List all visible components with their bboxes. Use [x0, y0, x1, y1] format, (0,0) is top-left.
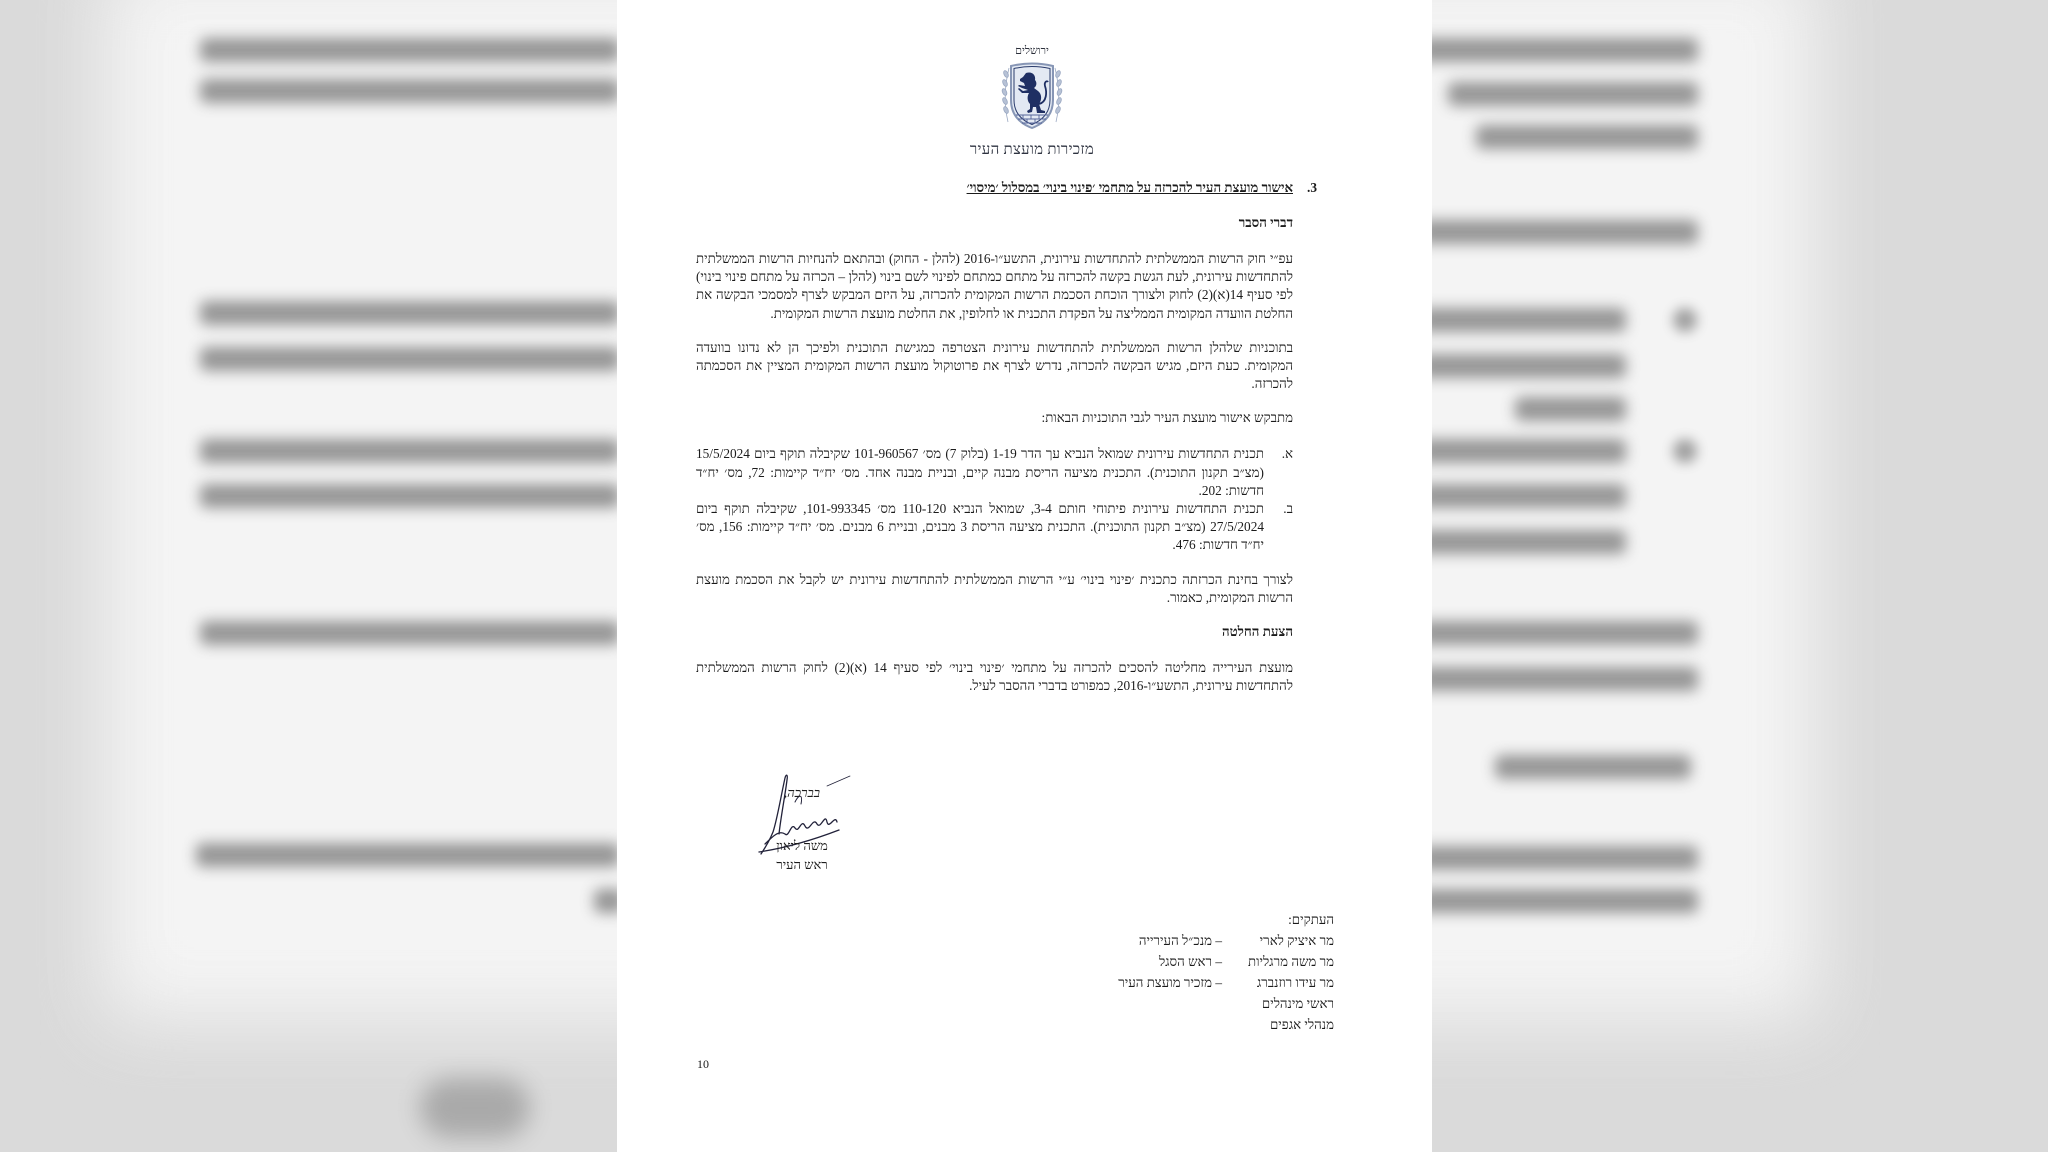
- blurred-text-line: [1420, 846, 1698, 870]
- blurred-text-line: [1420, 439, 1626, 463]
- recipient-role: – מזכיר מועצת העיר: [1118, 975, 1222, 990]
- blurred-text-line: [1420, 484, 1626, 508]
- agenda-item-number: 3.: [1307, 180, 1317, 195]
- document-page: [617, 0, 1432, 1152]
- document-body: [696, 179, 1317, 709]
- blurred-text-line: [200, 484, 620, 508]
- recipient-role: – ראש הסגל: [1158, 954, 1222, 969]
- explanation-paragraph: בתוכניות שלהלן הרשות הממשלתית להתחדשות עירונית הצטרפה כמגישת התוכנית ולפיכך הן לא נדונו בוועדה המקומית. כעת היזם, מגיש הבקשה להכרזה, נדרש לצרף את פרוטוקול מועצת הרשות המקומית המציין את הסכמתה להכרזה.: [696, 339, 1293, 392]
- logo-city-name: ירושלים: [1015, 45, 1049, 57]
- blurred-text-line: [200, 38, 620, 62]
- blurred-text-line: [200, 621, 620, 645]
- copy-recipient: [1064, 930, 1334, 951]
- blurred-text-line: [1420, 220, 1698, 244]
- copies-heading: העתקים:: [1288, 912, 1334, 927]
- plan-text: תכנית התחדשות עירונית שמואל הנביא עך הדר 1-19 (בלוק 7) מס׳ 101-960567 שקיבלה תוקף ביום 15/5/2024 (מצ״ב תקנון התוכנית). התכנית מציעה הריסת מבנה קיים, ובניית מבנה אחד. מס׳ יח״ד קיימות: 72, מס׳ יח״ד חדשות: 202.: [696, 446, 1264, 498]
- blurred-text-line: [1515, 397, 1626, 421]
- explanation-heading: דברי הסבר: [1238, 215, 1293, 230]
- signature-greeting: בברכה,: [783, 785, 821, 800]
- jerusalem-emblem-icon: [1001, 60, 1063, 132]
- signatory-name: משה ליאון: [776, 838, 828, 853]
- blurred-text-line: [1420, 38, 1698, 62]
- blurred-text-line: [1420, 530, 1626, 554]
- blurred-text-line: [1420, 667, 1698, 691]
- agenda-item-title: [696, 179, 1317, 197]
- plan-marker: א.: [1281, 446, 1293, 462]
- resolution-heading: הצעת החלטה: [1222, 624, 1293, 640]
- resolution-text: מועצת העירייה מחליטה להסכים להכרזה על מתחמי ׳פינוי בינוי׳ לפי סעיף 14 (א)(2) לחוק הרשות הממשלתית להתחדשות עירונית, התשע״ו-2016, כמפורט בדברי ההסבר לעיל.: [696, 660, 1293, 694]
- recipient-name: מר עידו רוזנברג: [1256, 975, 1334, 990]
- recipient-name: מר איציק לארי: [1259, 933, 1334, 948]
- signatory-title: ראש העיר: [776, 857, 828, 872]
- blurred-text-line: [1420, 621, 1698, 645]
- page-number: 10: [697, 1057, 709, 1071]
- recipient-name: מר משה מרגליות: [1247, 954, 1334, 969]
- explanation-paragraph: עפ״י חוק הרשות הממשלתית להתחדשות עירונית, התשע״ו-2016 (להלן - החוק) ובהתאם להנחיות הרשות הממשלתית להתחדשות עירונית, לעת הגשת בקשה להכרזה על מתחם כמתחם לפינוי לשם בינוי (להלן – הכרזה על מתחם פינוי בינוי) לפי סעיף 14(א)(2) לחוק ולצורך הוכחת הסכמת הרשות המקומית להכרזה, על היזם המבקש לצרף למסמכי הבקשה את החלטת הוועדה המקומית הממליצה על הפקדת התכנית או לחלופין, את החלטת מועצת הרשות המקומית.: [696, 251, 1294, 321]
- agenda-item-title-text: אישור מועצת העיר להכרזה על מתחמי ׳פינוי בינוי׳ במסלול ׳מיסוי׳: [966, 180, 1293, 195]
- recipient-role: – מנכ״ל העירייה: [1138, 933, 1222, 948]
- blurred-signature: [420, 1078, 530, 1138]
- explanation-closing: לצורך בחינת הכרזתה כתכנית ׳פינוי בינוי׳ ע״י הרשות הממשלתית להתחדשות עירונית יש לקבל את הסכמת מועצת הרשות המקומית, כאמור.: [696, 571, 1293, 605]
- blurred-text-line: [1495, 755, 1691, 779]
- blurred-text-line: [1448, 82, 1698, 106]
- plans-list: [696, 445, 1293, 554]
- blurred-text-line: [1420, 889, 1698, 913]
- department-name: מזכירות מועצת העיר: [969, 142, 1095, 158]
- copy-recipient: [1064, 972, 1334, 993]
- plan-text: תכנית התחדשות עירונית פיתוחי חותם 3-4, שמואל הנביא 110-120 מס׳ 101-993345, שקיבלה תוקף ביום 27/5/2024 (מצ״ב תקנון התוכנית). התכנית מציעה הריסת 3 מבנים, ובניית 6 מבנים. מס׳ יח״ד קיימות: 156, מס׳ יח״ד חדשות: 476.: [696, 501, 1265, 553]
- blurred-text-line: [1420, 354, 1626, 378]
- copy-recipient: [1064, 951, 1334, 972]
- plan-item: [696, 445, 1293, 500]
- copies-list: [1064, 910, 1334, 1035]
- plan-marker: ב.: [1283, 501, 1293, 517]
- blurred-text-line: [200, 347, 620, 371]
- blurred-list-marker: [1673, 439, 1697, 463]
- blurred-text-line: [200, 301, 620, 325]
- blurred-text-line: [1476, 125, 1698, 149]
- blurred-text-line: [200, 79, 620, 103]
- copy-group: ראשי מינהלים: [1261, 996, 1334, 1011]
- plan-item: [696, 500, 1293, 555]
- blurred-list-marker: [1673, 308, 1697, 332]
- copy-group: מנהלי אגפים: [1269, 1017, 1334, 1032]
- approval-request: מתבקש אישור מועצת העיר לגבי התוכניות הבאות:: [1041, 410, 1293, 426]
- blurred-text-line: [200, 439, 620, 463]
- blurred-text-line: [1420, 308, 1626, 332]
- blurred-text-line: [196, 843, 620, 867]
